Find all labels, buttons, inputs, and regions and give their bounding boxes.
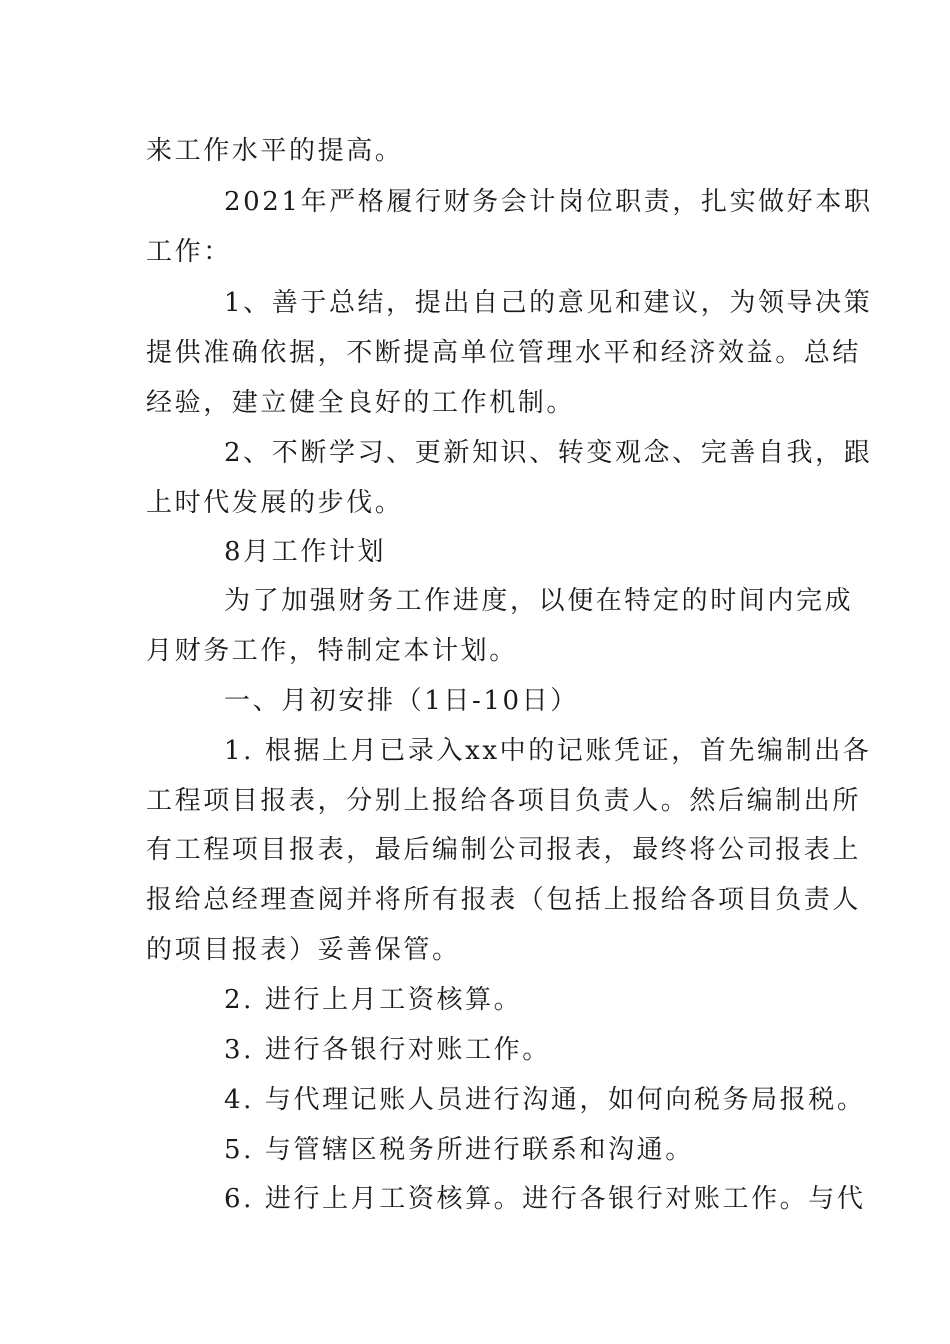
text-line-3: 工作： xyxy=(146,237,232,267)
text-line-19: 3. 进行各银行对账工作。 xyxy=(224,1035,551,1065)
text-line-2: 2021年严格履行财务会计岗位职责，扎实做好本职 xyxy=(224,187,873,217)
text-line-21: 5. 与管辖区税务所进行联系和沟通。 xyxy=(224,1135,694,1165)
text-line-15: 有工程项目报表，最后编制公司报表，最终将公司报表上 xyxy=(146,835,862,865)
text-line-13: 1. 根据上月已录入xx中的记账凭证，首先编制出各 xyxy=(224,736,872,766)
text-line-18: 2. 进行上月工资核算。 xyxy=(224,985,523,1015)
text-line-16: 报给总经理查阅并将所有报表（包括上报给各项目负责人 xyxy=(146,885,862,915)
text-line-9: 8月工作计划 xyxy=(224,537,387,567)
text-line-11: 月财务工作，特制定本计划。 xyxy=(146,636,518,666)
text-line-10: 为了加强财务工作进度，以便在特定的时间内完成 xyxy=(224,586,854,616)
text-line-8: 上时代发展的步伐。 xyxy=(146,488,404,518)
text-line-4: 1、善于总结，提出自己的意见和建议，为领导决策 xyxy=(224,288,873,318)
text-line-14: 工程项目报表，分别上报给各项目负责人。然后编制出所 xyxy=(146,786,862,816)
text-line-17: 的项目报表）妥善保管。 xyxy=(146,935,461,965)
text-line-22: 6. 进行上月工资核算。进行各银行对账工作。与代 xyxy=(224,1184,866,1214)
text-line-12: 一、月初安排（1日-10日） xyxy=(224,686,579,716)
text-line-5: 提供准确依据，不断提高单位管理水平和经济效益。总结 xyxy=(146,338,862,368)
text-line-1: 来工作水平的提高。 xyxy=(146,136,404,166)
text-line-20: 4. 与代理记账人员进行沟通，如何向税务局报税。 xyxy=(224,1085,866,1115)
text-line-7: 2、不断学习、更新知识、转变观念、完善自我，跟 xyxy=(224,438,873,468)
text-line-6: 经验，建立健全良好的工作机制。 xyxy=(146,388,576,418)
